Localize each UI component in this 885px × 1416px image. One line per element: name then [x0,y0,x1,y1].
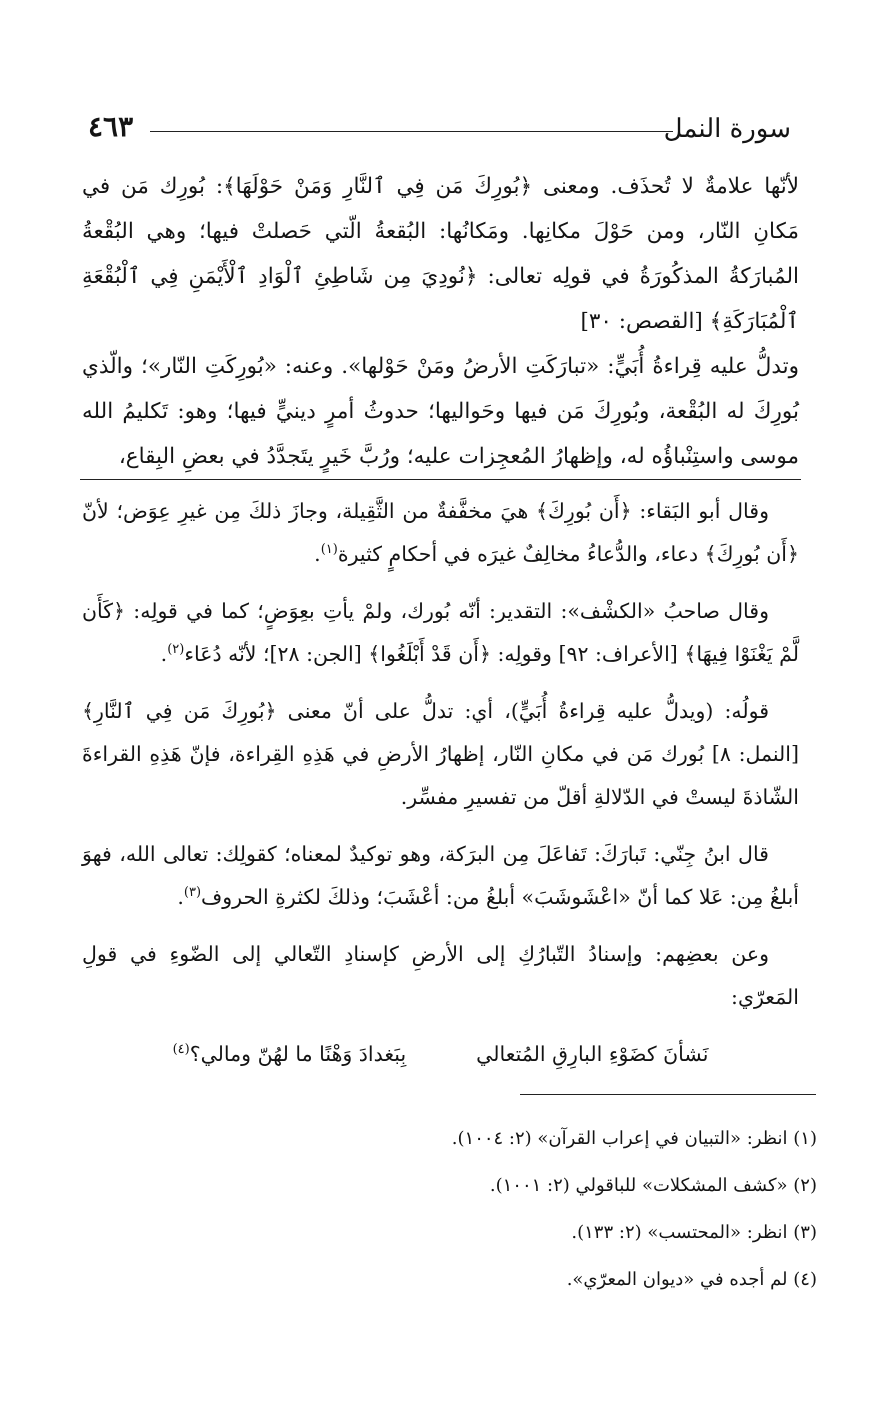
commentary-paragraph-1: وقال أبو البَقاء: ﴿أَن بُورِكَ﴾ هيَ مخفَّفةٌ من الثَّقِيلة، وجازَ ذلكَ مِن غيرِ عِوَض؛ لأنّ ﴿أَن بُورِكَ﴾ دعاء، والدُّعاءُ مخالِفٌ غيرَه في أحكامٍ كثيرة$^{(١)}$. [82,499,799,566]
footnote-3: (٣) انظر: «المحتسب» (٢: ١٣٣). [571,1222,817,1243]
footnote-rule [520,1094,816,1095]
footnote-ref-2: (٢) [167,642,185,658]
footnote-ref-1: (١) [320,542,338,558]
section-divider [80,479,801,480]
commentary [82,490,799,1090]
surah-title: سورة النمل [663,114,791,144]
commentary-text-2: وقال صاحبُ «الكشْف»: التقدير: أنّه بُورك، ولمْ يأتِ بعِوَضٍ؛ كما في قولِه: ﴿كَأَن لَّمْ يَغْنَوْا فِيهَا﴾ [الأعراف: ٩٢] وقولِه: ﴿أَن قَدْ أَبْلَغُوا﴾ [الجن: ٢٨]؛ لأنّه دُعَاء [82,599,799,666]
commentary-text-4: قال ابنُ جِنّي: تَبارَكَ: تَفاعَلَ مِن البرَكة، وهو توكيدٌ لمعناه؛ كقولِك: تعالى الله، فهوَ أبلغُ مِن: عَلا كما أنّ «اعْشَوشَبَ» أبلغُ من: أعْشَبَ؛ وذلكَ لكثرةِ الحروف [82,842,799,909]
header-rule [150,131,673,132]
page-header [88,104,791,154]
page-number: ٤٦٣ [88,110,134,143]
commentary-paragraph-2: وقال صاحبُ «الكشْف»: التقدير: أنّه بُورك، ولمْ يأتِ بعِوَضٍ؛ كما في قولِه: ﴿كَأَن لَّمْ يَغْنَوْا فِيهَا﴾ [الأعراف: ٩٢] وقولِه: ﴿أَن قَدْ أَبْلَغُوا﴾ [الجن: ٢٨]؛ لأنّه دُعَاء$^{(٢)}$. [82,599,799,666]
footnote-ref-4: (٤) [172,1042,190,1058]
footnote-1: (١) انظر: «التبيان في إعراب القرآن» (٢: ١٠٠٤). [451,1128,817,1149]
main-paragraph-2: وتدلُّ عليه قِراءةُ أُبَيٍّ: «تبارَكَتِ الأرضُ ومَنْ حَوْلها». وعنه: «بُورِكَتِ النّار»؛ والّذي بُورِكَ له البُقْعة، وبُورِكَ مَن فيها وحَواليها؛ حدوثُ أمرٍ دينيٍّ فيها؛ وهو: تَكليمُ الله موسى واستِنْباؤُه له، وإظهارُ المُعجِزات عليه؛ ورُبَّ خَيرٍ يتَجدَّدُ في بعضِ البِقاع، [82,354,799,469]
verse-first-hemistich: نَشأنَ كضَوْءِ البارِقِ المُتعالي [476,1042,709,1066]
main-text [82,164,799,479]
commentary-paragraph-5: وعن بعضِهم: وإسنادُ التّبارُكِ إلى الأرضِ كإسنادِ التّعالي إلى الضّوءِ في قولِ المَعرّي: [82,942,799,1009]
main-paragraph-1: لأنّها علامةٌ لا تُحذَف. ومعنى ﴿بُورِكَ مَن فِي ٱلنَّارِ وَمَنْ حَوْلَهَا﴾: بُورِك مَن في مَكانِ النّار، ومن حَوْلَ مكانِها. ومَكانُها: البُقعةُ الّتي حَصلتْ فيها؛ وهي البُقْعةُ المُبارَكةُ المذكُورَةُ في قولِه تعالى: ﴿نُودِيَ مِن شَاطِئِ ٱلْوَادِ ٱلْأَيْمَنِ فِي ٱلْبُقْعَةِ ٱلْمُبَارَكَةِ﴾ [القصص: ٣٠] [82,174,799,334]
footnotes [90,1115,817,1303]
commentary-paragraph-4: قال ابنُ جِنّي: تَبارَكَ: تَفاعَلَ مِن البرَكة، وهو توكيدٌ لمعناه؛ كقولِك: تعالى الله، فهوَ أبلغُ مِن: عَلا كما أنّ «اعْشَوشَبَ» أبلغُ من: أعْشَبَ؛ وذلكَ لكثرةِ الحروف$^{(٣)}$. [82,842,799,909]
footnote-2: (٢) «كشف المشكلات» للباقولي (٢: ١٠٠١). [489,1175,817,1196]
commentary-text-1: وقال أبو البَقاء: ﴿أَن بُورِكَ﴾ هيَ مخفَّفةٌ من الثَّقِيلة، وجازَ ذلكَ مِن غيرِ عِوَض؛ لأنّ ﴿أَن بُورِكَ﴾ دعاء، والدُّعاءُ مخالِفٌ غيرَه في أحكامٍ كثيرة [82,499,799,566]
footnote-ref-3: (٣) [183,885,202,901]
footnote-4: (٤) لم أجده في «ديوان المعرّي». [566,1269,817,1290]
commentary-paragraph-3: قولُه: (ويدلُّ عليه قِراءةُ أُبَيٍّ)، أي: تدلُّ على أنّ معنى ﴿بُورِكَ مَن فِي ٱلنَّارِ﴾ [النمل: ٨] بُورك مَن في مكانِ النّار، إظهارُ الأرضِ في هَذِهِ القِراءة، فإنّ هَذِهِ القراءةَ الشّاذةَ ليستْ في الدّلالةِ أقلّ من تفسيرِ مفسِّر. [82,699,799,809]
verse-second-text: بِبَغدادَ وَهْنًا ما لهُنّ ومالي؟ [189,1042,407,1066]
poetry-verse [82,1033,799,1076]
verse-second-hemistich [173,1033,407,1076]
